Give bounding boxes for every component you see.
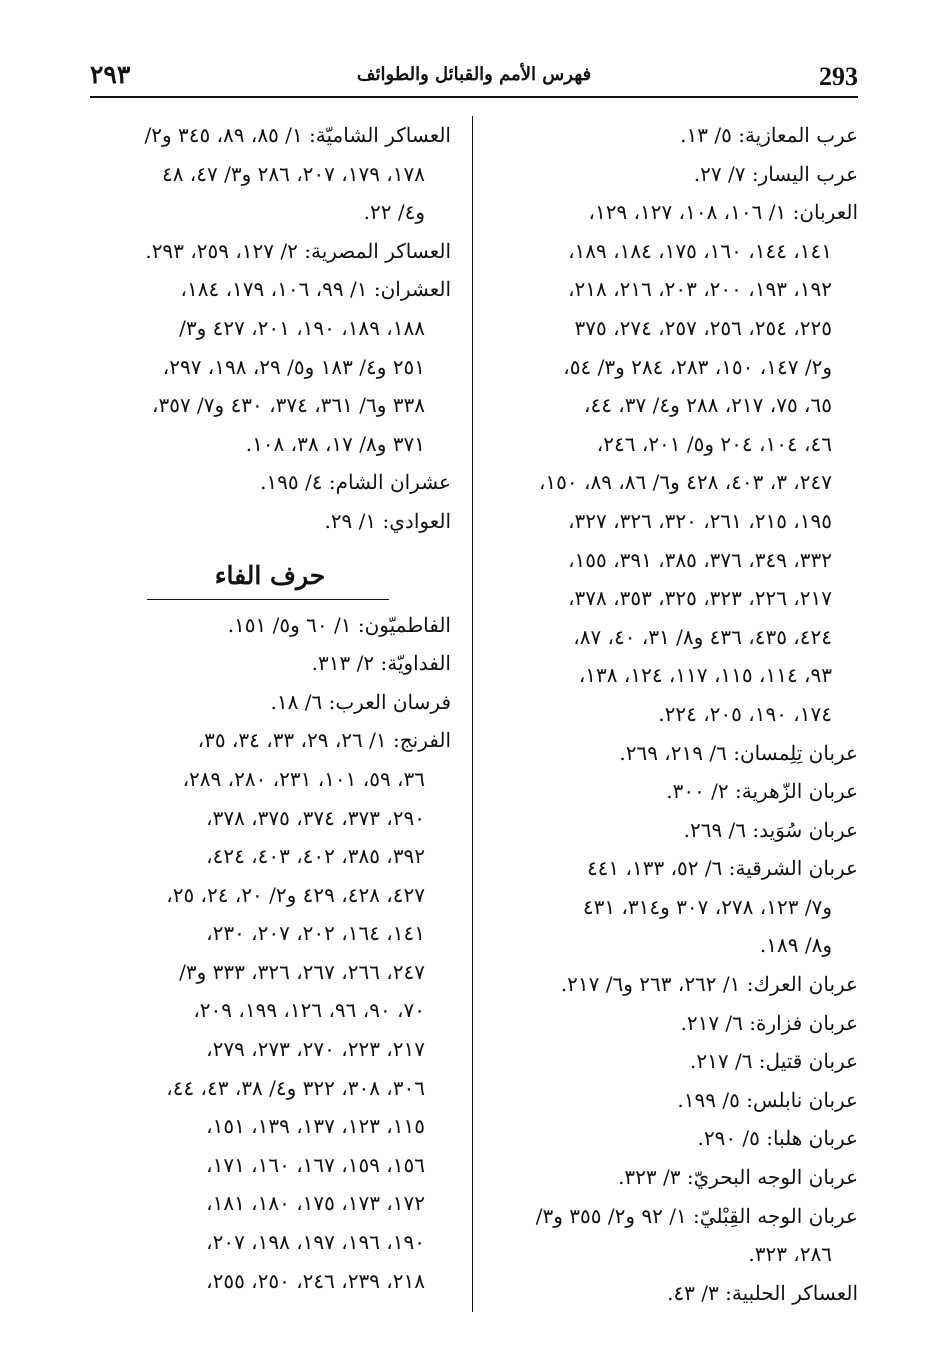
index-entry xyxy=(496,1004,858,1043)
entry-continuation-line: و٧/ ١٢٣، ٢٧٨، ٣٠٧ و٣١٤، ٤٣١ xyxy=(582,894,832,919)
entry-continuation-line: ٢١٨، ٢٣٩، ٢٤٦، ٢٥٠، ٢٥٥، xyxy=(206,1268,425,1293)
entry-continuation-line: ١٩٢، ١٩٣، ٢٠٠، ٢٠٣، ٢١٦، ٢١٨، xyxy=(568,277,832,302)
index-entry xyxy=(496,1158,858,1197)
entry-continuation-line: ١٨٨، ١٨٩، ١٩٠، ٢٠١، ٤٢٧ و٣/ xyxy=(179,315,425,340)
entry-line: الفرنج: ١/ ٢٦، ٢٩، ٣٣، ٣٤، ٣٥، xyxy=(197,728,451,753)
index-entry xyxy=(496,1081,858,1120)
index-entry xyxy=(89,644,451,683)
index-entry xyxy=(496,849,858,965)
entry-line: فرسان العرب: ٦/ ١٨. xyxy=(270,689,451,714)
entry-continuation-line: ٣٣٨ و٦/ ٣٦١، ٣٧٤، ٤٣٠ و٧/ ٣٥٧، xyxy=(151,393,425,418)
index-entry xyxy=(496,1042,858,1081)
index-entry xyxy=(89,721,451,1300)
index-entries-before-section xyxy=(89,116,451,541)
entry-line: عربان تِلِمسان: ٦/ ٢١٩، ٢٦٩. xyxy=(619,740,858,765)
entry-continuation-line: ٢٥١ و٤/ ١٨٣ و٥/ ٢٩، ١٩٨، ٢٩٧، xyxy=(162,354,425,379)
entry-continuation-line: ٤٦، ١٠٤، ٢٠٤ و٥/ ٢٠١، ٢٤٦، xyxy=(596,431,832,456)
index-entry xyxy=(496,965,858,1004)
index-column-left xyxy=(89,116,451,1300)
entry-continuation-line: و٢/ ١٤٧، ١٥٠، ٢٨٣، ٢٨٤ و٣/ ٥٤، xyxy=(563,354,832,379)
entry-line: عربان سُوَيد: ٦/ ٢٦٩. xyxy=(683,817,858,842)
entry-line: العساكر الحلبية: ٣/ ٤٣. xyxy=(667,1280,858,1305)
page-number-latin: 293 xyxy=(819,62,858,91)
index-entry xyxy=(89,683,451,722)
index-entry xyxy=(89,502,451,541)
section-title: حرف الفاء xyxy=(214,560,326,590)
entry-continuation-line: ٢٤٧، ٢٦٦، ٢٦٧، ٣٢٦، ٣٣٣ و٣/ xyxy=(179,959,425,984)
entry-continuation-line: و٤/ ٢٢. xyxy=(363,200,425,225)
entry-line: عربان نابلس: ٥/ ١٩٩. xyxy=(677,1087,858,1112)
entry-line: عربان الوجه البحريّ: ٣/ ٣٢٣. xyxy=(618,1165,858,1190)
entry-continuation-line: ١٧٢، ١٧٣، ١٧٥، ١٨٠، ١٨١، xyxy=(206,1191,425,1216)
index-entry xyxy=(89,116,451,232)
entry-line: العساكر المصرية: ٢/ ١٢٧، ٢٥٩، ٢٩٣. xyxy=(145,238,451,263)
entry-continuation-line: ٤٢٤، ٤٣٥، ٤٣٦ و٨/ ٣١، ٤٠، ٨٧، xyxy=(573,624,832,649)
entry-continuation-line: ٢١٧، ٢٢٦، ٣٢٣، ٣٢٥، ٣٥٣، ٣٧٨، xyxy=(568,586,832,611)
entry-line: عربان الشرقية: ٦/ ٥٢، ١٣٣، ٤٤١ xyxy=(586,856,858,881)
entry-continuation-line: ١٥٦، ١٥٩، ١٦٧، ١٦٠، ١٧١، xyxy=(206,1152,425,1177)
entry-line: عربان العرك: ١/ ٢٦٢، ٢٦٣ و٦/ ٢١٧. xyxy=(560,972,858,997)
running-title: فهرس الأمم والقبائل والطوائف xyxy=(356,64,592,85)
page-number-arabic: ٢٩٣ xyxy=(90,60,131,89)
entry-continuation-line: ١٩٠، ١٩٦، ١٩٧، ١٩٨، ٢٠٧، xyxy=(206,1230,425,1255)
index-entry xyxy=(496,1197,858,1274)
entry-continuation-line: ٢٩٠، ٣٧٣، ٣٧٤، ٣٧٥، ٣٧٨، xyxy=(206,805,425,830)
index-entry xyxy=(496,1274,858,1313)
entry-line: العربان: ١/ ١٠٦، ١٠٨، ١٢٧، ١٢٩، xyxy=(588,200,858,225)
entry-line: عربان هلبا: ٥/ ٢٩٠. xyxy=(697,1126,858,1151)
page-header xyxy=(90,60,858,98)
index-entry xyxy=(496,155,858,194)
entry-continuation-line: و٨/ ١٨٩. xyxy=(759,933,832,958)
entry-continuation-line: ١٩٥، ٢١٥، ٢٦١، ٣٢٠، ٣٢٦، ٣٢٧، xyxy=(568,508,832,533)
index-entry xyxy=(496,1119,858,1158)
index-column-right xyxy=(496,116,858,1312)
entry-line: عرب المعازية: ٥/ ١٣. xyxy=(680,123,858,147)
entry-continuation-line: ١٤١، ١٤٤، ١٦٠، ١٧٥، ١٨٤، ١٨٩، xyxy=(568,238,832,263)
index-entry xyxy=(496,193,858,733)
entry-continuation-line: ١٧٨، ١٧٩، ٢٠٧، ٢٨٦ و٣/ ٤٧، ٤٨ xyxy=(161,161,425,186)
index-entry xyxy=(496,811,858,850)
entry-continuation-line: ٢٨٦، ٣٢٣. xyxy=(748,1242,832,1267)
entry-line: العشران: ١/ ٩٩، ١٠٦، ١٧٩، ١٨٤، xyxy=(180,277,451,302)
index-entry xyxy=(89,606,451,645)
index-entry xyxy=(89,463,451,502)
entry-line: العساكر الشاميّة: ١/ ٨٥، ٨٩، ٣٤٥ و٢/ xyxy=(144,123,451,147)
entry-line: عربان فزارة: ٦/ ٢١٧. xyxy=(680,1010,858,1035)
entry-continuation-line: ٦٥، ٧٥، ٢١٧، ٢٨٨ و٤/ ٣٧، ٤٤، xyxy=(584,393,832,418)
index-entries-after-section xyxy=(89,606,451,1301)
entry-continuation-line: ٢١٧، ٢٢٣، ٢٧٠، ٢٧٣، ٢٧٩، xyxy=(206,1037,425,1062)
entry-line: عربان الوجه القِبْليّ: ١/ ٩٢ و٢/ ٣٥٥ و٣/ xyxy=(535,1203,858,1228)
entry-line: الفداويّة: ٢/ ٣١٣. xyxy=(311,651,451,676)
entry-line: عربان قتيل: ٦/ ٢١٧. xyxy=(690,1049,858,1074)
entry-line: الفاطميّون: ١/ ٦٠ و٥/ ١٥١. xyxy=(227,612,451,637)
entry-line: عشران الشام: ٤/ ١٩٥. xyxy=(260,470,451,495)
entry-continuation-line: ١٤١، ١٦٤، ٢٠٢، ٢٠٧، ٢٣٠، xyxy=(206,921,425,946)
entry-continuation-line: ٢٢٥، ٢٥٤، ٢٥٦، ٢٥٧، ٢٧٤، ٣٧٥ xyxy=(574,315,832,340)
entry-continuation-line: ٧٠، ٩٠، ٩٦، ١٢٦، ١٩٩، ٢٠٩، xyxy=(193,998,425,1023)
entry-continuation-line: ٣٩٢، ٣٨٥، ٤٠٢، ٤٠٣، ٤٢٤، xyxy=(206,844,425,869)
entry-continuation-line: ٩٣، ١١٤، ١١٥، ١١٧، ١٢٤، ١٣٨، xyxy=(578,663,832,688)
entry-line: عربان الزّهرية: ٢/ ٣٠٠. xyxy=(666,779,858,804)
entry-continuation-line: ٢٤٧، ٣، ٤٠٣، ٤٢٨ و٦/ ٨٦، ٨٩، ١٥٠، xyxy=(538,470,832,495)
entry-continuation-line: ٣٠٦، ٣٠٨، ٣٢٢ و٤/ ٣٨، ٤٣، ٤٤، xyxy=(166,1075,425,1100)
entry-continuation-line: ٣٧١ و٨/ ١٧، ٣٨، ١٠٨. xyxy=(245,431,425,456)
entry-continuation-line: ٤٢٧، ٤٢٨، ٤٢٩ و٢/ ٢٠، ٢٤، ٢٥، xyxy=(166,882,425,907)
entry-continuation-line: ١٧٤، ١٩٠، ٢٠٥، ٢٢٤. xyxy=(658,701,832,726)
column-divider xyxy=(472,116,473,1312)
index-entry xyxy=(496,772,858,811)
index-entry xyxy=(89,270,451,463)
entry-continuation-line: ٣٣٢، ٣٤٩، ٣٧٦، ٣٨٥، ٣٩١، ١٥٥، xyxy=(568,547,832,572)
entry-continuation-line: ١١٥، ١٢٣، ١٣٧، ١٣٩، ١٥١، xyxy=(206,1114,425,1139)
entry-line: العوادي: ١/ ٢٩. xyxy=(324,508,451,533)
index-entry xyxy=(89,232,451,271)
entry-line: عرب اليسار: ٧/ ٢٧. xyxy=(693,161,858,186)
index-entry xyxy=(496,116,858,155)
entry-continuation-line: ٣٦، ٥٩، ١٠١، ٢٣١، ٢٨٠، ٢٨٩، xyxy=(182,766,425,791)
index-entry xyxy=(496,734,858,773)
